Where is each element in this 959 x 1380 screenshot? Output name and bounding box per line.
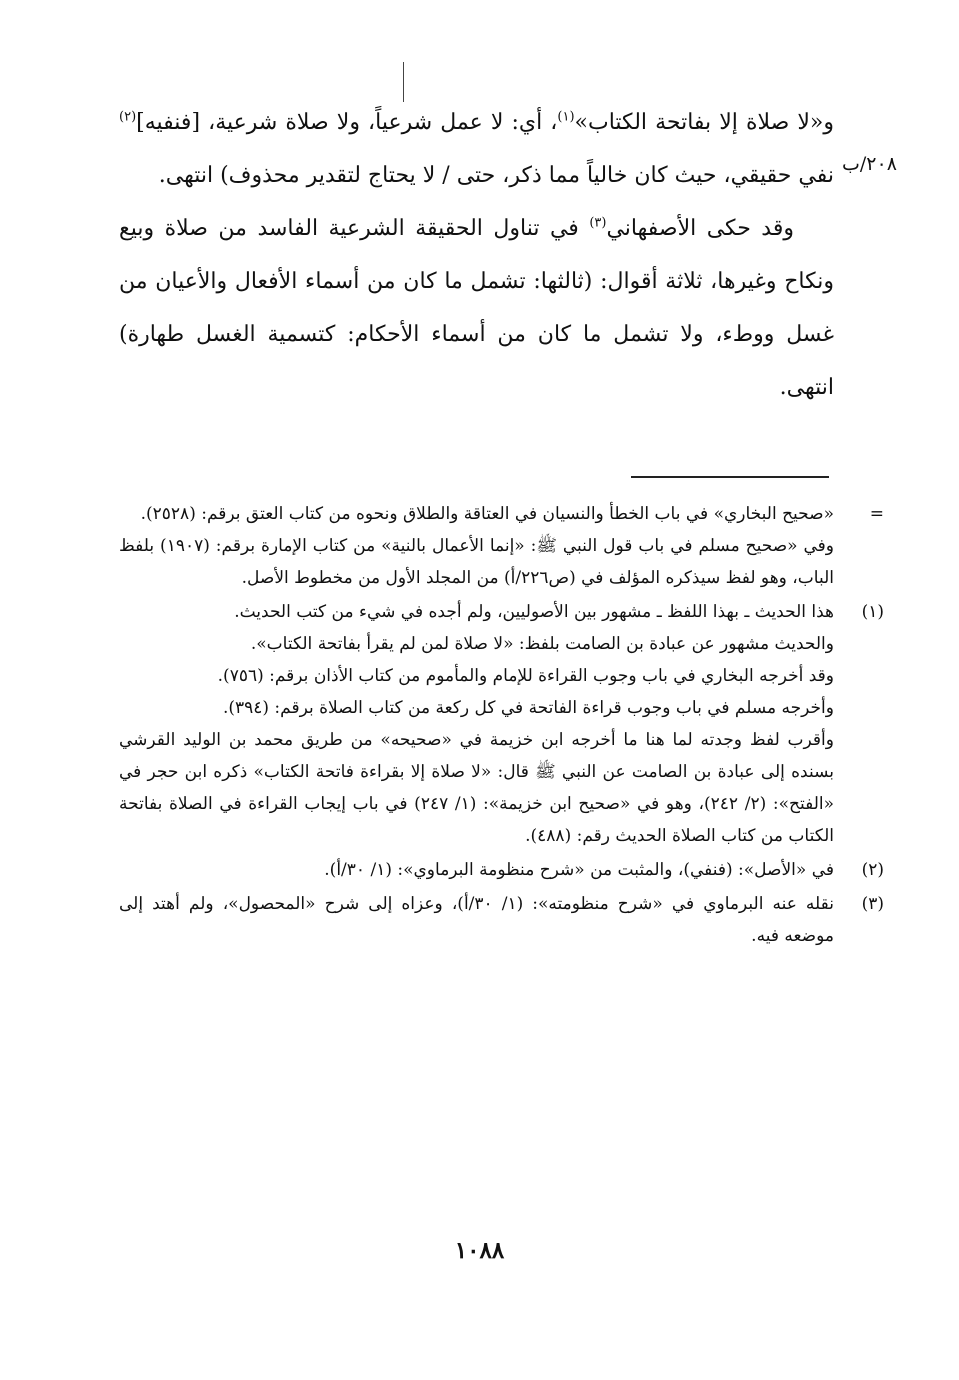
- footnote-line: هذا الحديث ـ بهذا اللفظ ـ مشهور بين الأصوليين، ولم أجده في شيء من كتب الحديث.: [234, 602, 834, 622]
- footnote-line: وفي «صحيح مسلم في باب قول النبي ﷺ: «إنما الأعمال بالنية» من كتاب الإمارة برقم: (١٩٠٧) بلفظ الباب، وهو لفظ سيذكره المؤلف في (ص٢٢٦/أ) من المجلد الأول من مخطوط الأصل.: [119, 536, 834, 588]
- footnote-ref-3[interactable]: (٣): [589, 215, 607, 231]
- page-number: ١٠٨٨: [454, 1237, 505, 1264]
- footnote-separator: [631, 476, 829, 478]
- footnote-line: في «الأصل»: (فنفي)، والمثبت من «شرح منظومة البرماوي»: (١/ ٣٠/أ).: [324, 860, 834, 880]
- footnote-1: [119, 596, 884, 852]
- manuscript-folio-note: ٢٠٨/ب: [842, 153, 897, 175]
- main-paragraph-2: وقد حكى الأصفهاني$^{(٣)}$ في تناول الحقيقة الشرعية الفاسد من صلاة وبيع ونكاح وغيرها، ثلاثة أقوال: (ثالثها: تشمل ما كان من أسماء الأفعال والأعيان من غسل ووطء، ولا تشمل ما كان من أسماء الأحكام: كتسمية الغسل طهارة) انتهى.: [119, 215, 834, 400]
- main-paragraph-1: و«لا صلاة إلا بفاتحة الكتاب»$^{(١)}$، أي: لا عمل شرعياً، ولا صلاة شرعية، [فنفيه]$^{(٢)}$ نفي حقيقي، حيث كان خالياً مما ذكر، حتى / لا يحتاج لتقدير محذوف) انتهى.: [119, 109, 834, 188]
- footnotes: [119, 498, 884, 952]
- footnote-line: وأقرب لفظ وجدته لما هنا ما أخرجه ابن خزيمة في «صحيحه» من طريق محمد بن الوليد القرشي بسنده إلى عبادة بن الصامت عن النبي ﷺ قال: «لا صلاة إلا بقراءة فاتحة الكتاب» ذكره ابن حجر في «الفتح»: (٢/ ٢٤٢)، وهو في «صحيح ابن خزيمة»: (١/ ٢٤٧) في باب إيجاب القراءة في الصلاة بفاتحة الكتاب من كتاب الصلاة الحديث رقم: (٤٨٨).: [119, 730, 835, 846]
- footnote-line: والحديث مشهور عن عبادة بن الصامت بلفظ: «لا صلاة لمن لم يقرأ بفاتحة الكتاب».: [250, 634, 834, 654]
- footnote-3-marker: (٣): [861, 894, 884, 914]
- main-text: [119, 96, 834, 414]
- footnote-line: وقد أخرجه البخاري في باب وجوب القراءة للإمام والمأموم من كتاب الأذان برقم: (٧٥٦).: [217, 666, 834, 686]
- footnote-2: [119, 854, 884, 886]
- footnote-3: [119, 888, 884, 952]
- footnote-continued-marker: =: [869, 504, 884, 524]
- footnote-continued: [119, 498, 884, 594]
- footnote-line: «صحيح البخاري» في باب الخطأ والنسيان في العتاقة والطلاق ونحوه من كتاب العتق برقم: (٢٥٢٨).: [140, 504, 834, 524]
- footnote-2-marker: (٢): [861, 860, 884, 880]
- footnote-1-marker: (١): [861, 602, 884, 622]
- footnote-ref-2[interactable]: (٢): [119, 109, 137, 125]
- footnote-line: نقله عنه البرماوي في «شرح منظومته»: (١/ ٣٠/أ)، وعزاه إلى شرح «المحصول»، ولم أهتد إلى موضعه فيه.: [119, 894, 834, 946]
- footnote-ref-1[interactable]: (١): [557, 109, 575, 125]
- footnote-line: وأخرجه مسلم في باب وجوب قراءة الفاتحة في كل ركعة من كتاب الصلاة برقم: (٣٩٤).: [222, 698, 834, 718]
